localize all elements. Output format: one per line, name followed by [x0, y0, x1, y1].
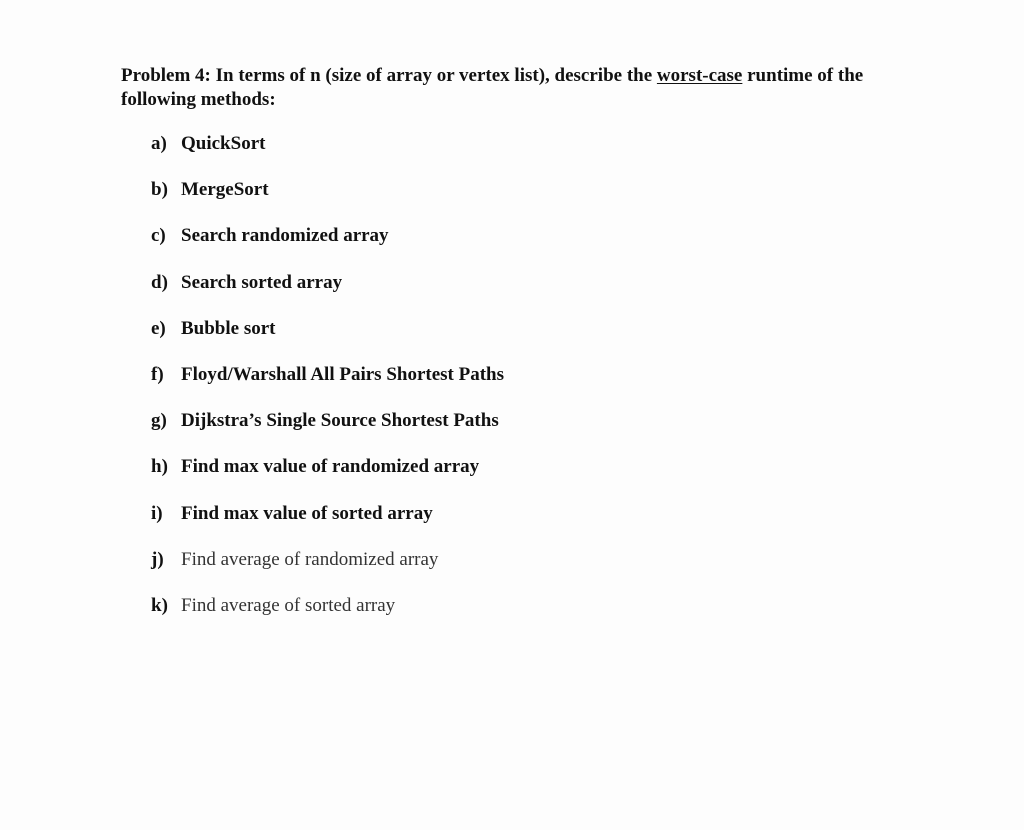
list-item — [151, 409, 504, 455]
problem-emphasis: worst-case — [656, 65, 743, 86]
item-marker: h) — [151, 456, 168, 478]
problem-prefix: Problem 4: In terms of n (size of array or vertex list), describe the — [121, 65, 657, 86]
method-list — [151, 132, 504, 640]
item-text: Search randomized array — [181, 225, 389, 247]
list-item — [151, 363, 504, 409]
problem-suffix: runtime of the following methods: — [121, 65, 864, 110]
item-marker: d) — [151, 271, 168, 293]
item-text: MergeSort — [181, 179, 269, 201]
item-text: Floyd/Warshall All Pairs Shortest Paths — [181, 363, 505, 385]
item-text: Find average of randomized array — [181, 548, 439, 570]
item-marker: k) — [151, 594, 168, 616]
item-marker: b) — [151, 179, 168, 201]
item-text: QuickSort — [181, 133, 266, 154]
list-item — [151, 178, 504, 224]
item-text: Find average of sorted array — [181, 594, 396, 616]
item-text: Find max value of randomized array — [181, 456, 480, 478]
item-marker: g) — [151, 410, 167, 432]
item-marker: e) — [151, 317, 166, 339]
list-item — [151, 502, 504, 548]
list-item — [151, 455, 504, 501]
item-text: Dijkstra’s Single Source Shortest Paths — [181, 410, 499, 432]
item-text: Search sorted array — [181, 271, 343, 293]
list-item — [151, 317, 504, 363]
item-marker: i) — [151, 502, 163, 524]
list-item — [151, 224, 504, 270]
item-text: Find max value of sorted array — [181, 502, 433, 524]
item-marker: f) — [151, 363, 164, 385]
list-item — [151, 594, 504, 640]
list-item — [151, 271, 504, 317]
item-marker: a) — [151, 133, 167, 154]
problem-statement — [121, 64, 911, 112]
list-item — [151, 548, 504, 594]
item-marker: j) — [151, 548, 164, 570]
item-text: Bubble sort — [181, 317, 276, 339]
item-marker: c) — [151, 225, 166, 247]
list-item — [151, 132, 504, 178]
